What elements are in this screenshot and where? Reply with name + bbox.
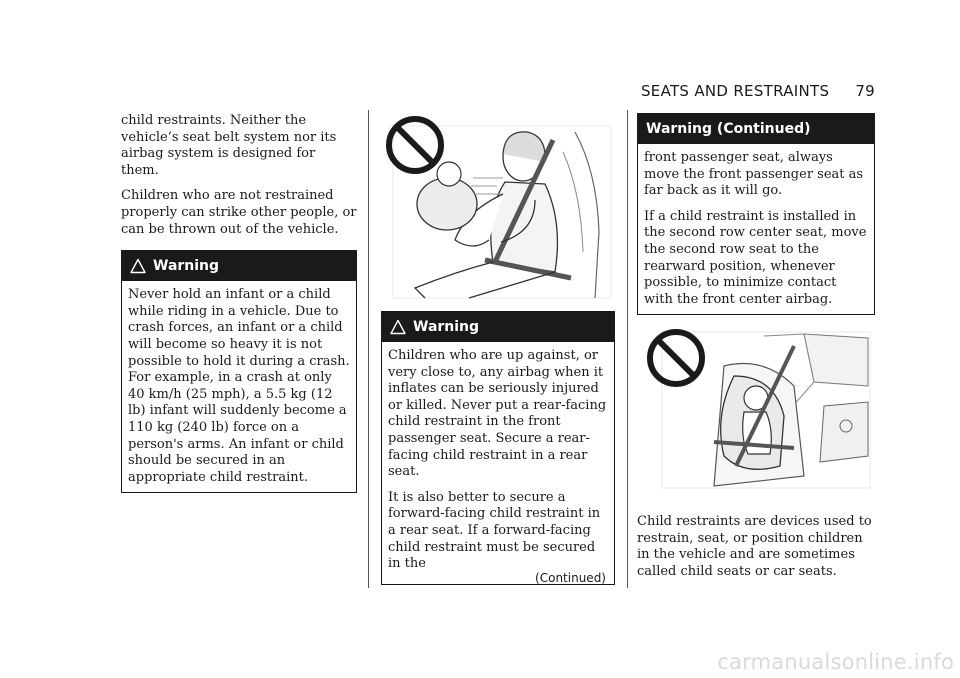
warning-body [122, 281, 356, 492]
column-right-lower [637, 514, 875, 580]
paragraph: child restraints. Neither the vehicle’s seat belt system nor its airbag system is designed for them. [121, 113, 337, 178]
warning-text: Children who are up against, or very close to, any airbag when it inflates can be seriously injured or killed. Never put a rear-facing child restraint in the front passenger seat. Secure a rear-facing child restraint in a rear seat. [388, 348, 607, 480]
warning-box [121, 250, 357, 493]
warning-box [381, 311, 615, 585]
column-divider [368, 110, 369, 588]
column-middle [381, 311, 615, 585]
paragraph: Children who are not restrained properly can strike other people, or can be thrown out of the vehicle. [121, 188, 357, 237]
illustration-infant-held-in-crash [385, 112, 613, 300]
warning-header [382, 312, 614, 342]
warning-text: front passenger seat, always move the front passenger seat as far back as it will go. [644, 150, 864, 199]
illustration-child-seat-rear [644, 326, 872, 490]
warning-title: Warning [413, 319, 480, 335]
continued-label: (Continued) [535, 570, 606, 585]
column-divider [627, 110, 628, 588]
column-right [637, 113, 875, 315]
warning-body [638, 144, 874, 314]
warning-header [122, 251, 356, 281]
warning-title: Warning [153, 258, 220, 275]
warning-text: Never hold an infant or a child while riding in a vehicle. Due to crash forces, an infant or a child will become so heavy it is not possible to hold it during a crash. For example, in a crash at only 40 km/h (25 mph), a 5.5 kg (12 lb) infant will suddenly become a 110 kg (240 lb) force on a person's arms. An infant or child should be secured in an appropriate child restraint. [128, 287, 350, 485]
warning-text: It is also better to secure a forward-facing child restraint in a rear seat. If a forward-facing child restraint must be secured in the [388, 489, 601, 572]
section-title: SEATS AND RESTRAINTS [640, 82, 830, 100]
column-left [121, 113, 357, 493]
warning-triangle-icon [390, 319, 406, 335]
warning-title: Warning (Continued) [646, 121, 811, 137]
warning-triangle-icon [130, 258, 146, 274]
page-header [0, 82, 875, 100]
footer-watermark: carmanualsonline.info [717, 650, 954, 674]
warning-body [382, 342, 614, 584]
warning-text: If a child restraint is installed in the second row center seat, move the second row seat to the rearward position, whenever possible, to minimize contact with the front center airbag. [644, 208, 867, 307]
paragraph: Child restraints are devices used to restrain, seat, or position children in the vehicle and are sometimes called child seats or car seats. [637, 514, 872, 579]
warning-header [638, 114, 874, 144]
page-number: 79 [855, 82, 875, 100]
warning-box [637, 113, 875, 315]
